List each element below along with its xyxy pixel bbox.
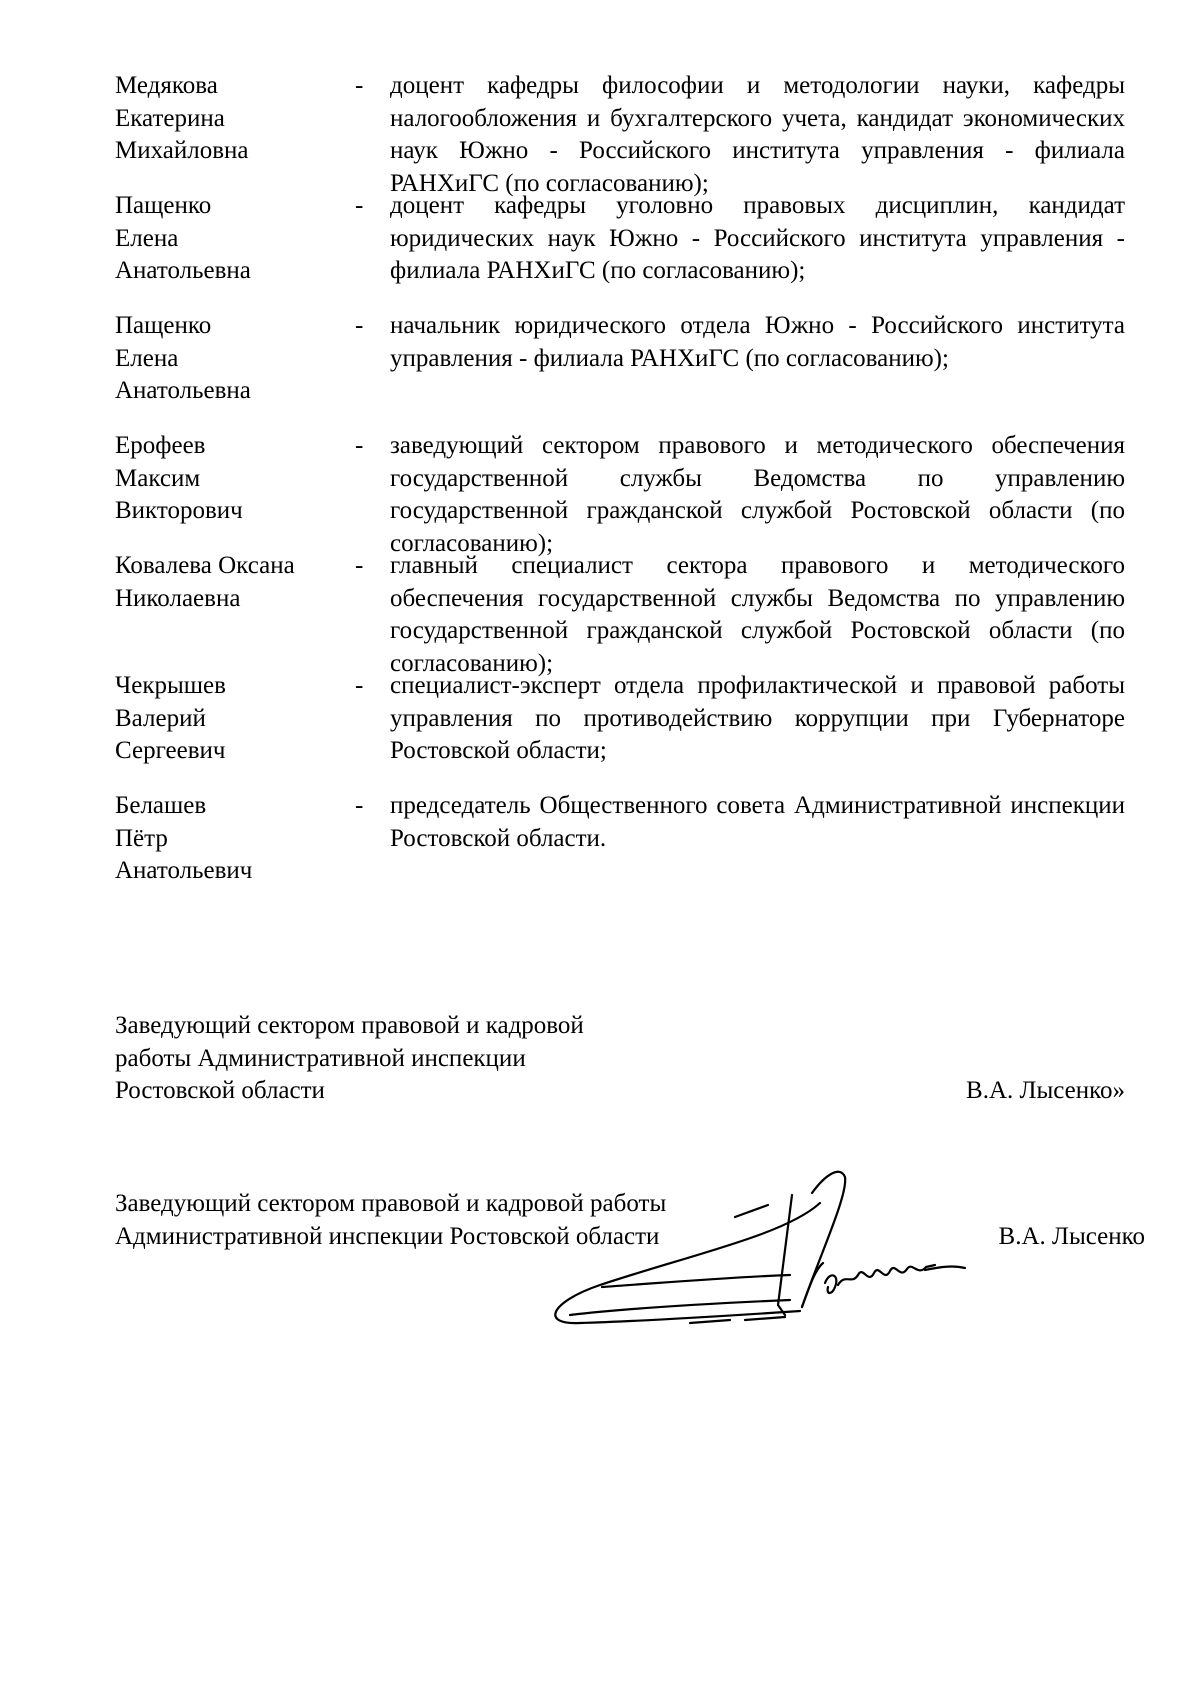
member-name: Медякова Екатерина Михайловна: [115, 72, 249, 164]
member-name: Чекрышев Валерий Сергеевич: [115, 672, 226, 764]
member-dash: -: [355, 72, 364, 99]
signatory-position: Заведующий сектором правовой и кадровой работы Административной инспекции Ростовской области: [115, 1012, 584, 1104]
member-dash: -: [355, 312, 364, 339]
member-dash: -: [355, 552, 364, 579]
member-name: Ерофеев Максим Викторович: [115, 432, 243, 524]
member-role: главный специалист сектора правового и методического обеспечения государственной службы Ведомства по управлению государственной гражданской службой Ростовской области (по согласованию);: [390, 552, 1125, 677]
handwritten-signature: [540, 1165, 990, 1350]
member-role: заведующий сектором правового и методического обеспечения государственной службы Ведомства по управлению государственной гражданской службой Ростовской области (по согласованию);: [390, 432, 1125, 557]
member-dash: -: [355, 672, 364, 699]
member-name: Пащенко Елена Анатольевна: [115, 312, 251, 404]
signature-block-original: [115, 1010, 1125, 1108]
member-dash: -: [355, 432, 364, 459]
member-dash: -: [355, 792, 364, 819]
member-dash: -: [355, 192, 364, 219]
member-role: председатель Общественного совета Административной инспекции Ростовской области.: [390, 792, 1125, 852]
member-role: доцент кафедры уголовно правовых дисциплин, кандидат юридических наук Южно - Российского института управления - филиала РАНХиГС (по согласованию);: [390, 192, 1125, 284]
member-name: Пащенко Елена Анатольевна: [115, 192, 251, 284]
member-role: доцент кафедры философии и методологии науки, кафедры налогообложения и бухгалтерского учета, кандидат экономических наук Южно - Российского института управления - филиала РАНХиГС (по согласованию);: [390, 72, 1125, 197]
signatory-position: Заведующий сектором правовой и кадровой работы Административной инспекции Ростовской области: [115, 1190, 667, 1250]
member-name: Ковалева Оксана Николаевна: [115, 552, 295, 612]
member-name: Белашев Пётр Анатольевич: [115, 792, 253, 884]
member-role: начальник юридического отдела Южно - Российского института управления - филиала РАНХиГС (по согласованию);: [390, 312, 1125, 372]
signatory-name: В.А. Лысенко»: [966, 1077, 1125, 1104]
signatory-name: В.А. Лысенко: [998, 1222, 1145, 1250]
member-role: специалист-эксперт отдела профилактической и правовой работы управления по противодействию коррупции при Губернаторе Ростовской области;: [390, 672, 1125, 764]
